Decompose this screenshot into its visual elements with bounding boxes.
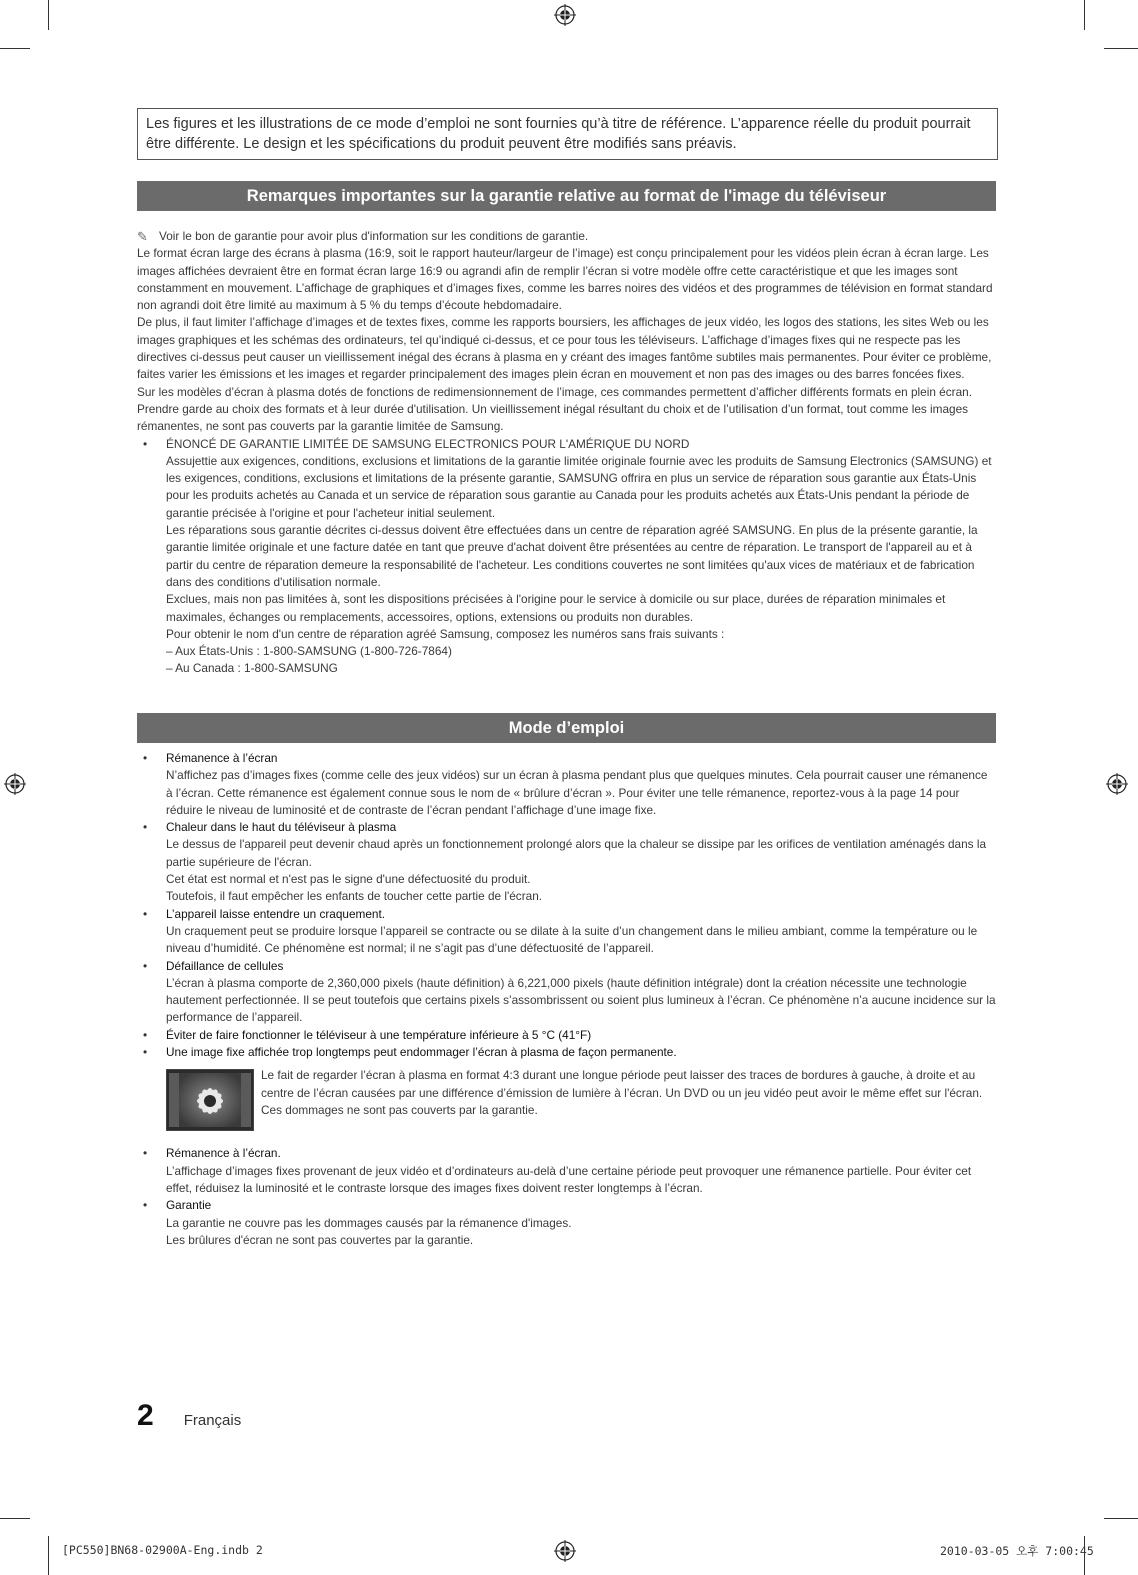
bullet-line: La garantie ne couvre pas les dommages causés par la rémanence d'images. (166, 1215, 572, 1230)
section-header-usage: Mode d’emploi (137, 713, 996, 743)
burn-in-illustration-row (166, 1067, 997, 1131)
bullet-line: Les réparations sous garantie décrites ci-dessus doivent être effectuées dans un centre de réparation agréé SAMSUNG. En plus de la présente garantie, la garantie limitée originale et une facture datée en tant que preuve d'achat doivent être présentées au centre de réparation. Le transport de l'appareil au et à partir du centre de réparation demeure la responsabilité de l'acheteur. Les conditions couvertes ne sont limitées qu'aux vices de matériaux et de fabrication dans des conditions d'utilisation normale. (166, 523, 978, 589)
bullet-line: L’écran à plasma comporte de 2,360,000 pixels (haute définition) à 6,221,000 pixels (haute définition intégrale) dont la création nécessite une technologie hautement perfectionnée. Il se peut toutefois que certains pixels s’assombrissent ou soient plus lumineux à l’écran. Ce phénomène n’a aucune incidence sur la performance de l’appareil. (166, 975, 996, 1025)
page-number: 2 (137, 1399, 154, 1432)
usage-bullet-list (137, 750, 997, 1061)
bullet-line: – Aux États-Unis : 1-800-SAMSUNG (1-800-726-7864) (166, 644, 452, 659)
usage-section-body (137, 750, 997, 1249)
bullet-title: • Éviter de faire fonctionner le téléviseur à une température inférieure à 5 °C (41°F) (166, 1027, 592, 1042)
bullet-line: Pour obtenir le nom d'un centre de réparation agréé Samsung, composez les numéros sans frais suivants : (166, 626, 725, 641)
crop-mark (1104, 1518, 1138, 1519)
crop-mark (0, 48, 30, 49)
registration-mark-icon (1106, 773, 1128, 795)
bullet-line: Toutefois, il faut empêcher les enfants de toucher cette partie de l'écran. (166, 889, 543, 904)
registration-mark-icon (554, 1540, 576, 1562)
crop-mark (48, 0, 49, 30)
bullet-title: • Une image fixe affichée trop longtemps peut endommager l’écran à plasma de façon permanente. (166, 1045, 677, 1060)
bullet-line: L’affichage d’images fixes provenant de jeux vidéo et d’ordinateurs au-delà d’une certaine période peut provoquer une rémanence partielle. Pour éviter cet effet, réduisez la luminosité et le contraste lorsque des images fixes doivent rester longtemps à l’écran. (166, 1163, 972, 1195)
crop-mark (48, 1536, 49, 1575)
section-header-warranty: Remarques importantes sur la garantie relative au format de l'image du téléviseur (137, 181, 996, 211)
crop-mark (1104, 48, 1138, 49)
warranty-paragraph: De plus, il faut limiter l’affichage d’images et de textes fixes, comme les rapports boursiers, les affichages de jeux vidéo, les logos des stations, les sites Web ou les images graphiques et les schémas des ordinateurs, tel qu’indiqué ci-dessus, et ce pour tous les téléviseurs. L’affichage d’images fixes qui ne respecte pas les directives ci-dessus peut causer un vieillissement inégal des écrans à plasma en y créant des images fantôme subtiles mais permanentes. Pour éviter ce problème, faites varier les émissions et les images et regarder principalement des images plein écran en mouvement et non pas des images ou des barres foncées fixes. (137, 315, 992, 382)
bullet-title: • ÉNONCÉ DE GARANTIE LIMITÉE DE SAMSUNG ELECTRONICS POUR L'AMÉRIQUE DU NORD (166, 436, 690, 451)
warranty-note: Voir le bon de garantie pour avoir plus d'information sur les conditions de garantie. (159, 229, 589, 243)
crop-mark (1084, 0, 1085, 30)
list-item (137, 1145, 997, 1197)
pencil-note-icon: ✎ (137, 229, 148, 244)
bullet-line: N’affichez pas d’images fixes (comme celle des jeux vidéos) sur un écran à plasma pendant plus que quelques minutes. Cela pourrait causer une rémanence à l’écran. Cette rémanence est également connue sous le nom de « brûlure d’écran ». Pour éviter une telle rémanence, reportez-vous à la page 14 pour réduire le niveau de luminosité et de contraste de l’écran pendant l’affichage d’une image fixe. (166, 768, 988, 817)
warranty-bullet-list (137, 436, 997, 678)
bullet-title: • L’appareil laisse entendre un craquement. (166, 906, 386, 921)
list-item (137, 1044, 997, 1061)
print-slug-datetime: 2010-03-05 오후 7:00:45 (940, 1544, 1094, 1558)
list-item (137, 906, 997, 958)
warranty-section-body (137, 228, 997, 678)
page-language: Français (183, 1412, 242, 1429)
bullet-title: • Rémanence à l’écran. (166, 1146, 281, 1161)
list-item (137, 1197, 997, 1249)
bullet-line: Le dessus de l'appareil peut devenir chaud après un fonctionnement prolongé alors que la chaleur se dissipe par les orifices de ventilation aménagés dans la partie supérieure de l'écran. (166, 837, 987, 869)
warranty-paragraph: Sur les modèles d’écran à plasma dotés de fonctions de redimensionnement de l’image, ces commandes permettent d’afficher différents formats en plein écran. Prendre garde au choix des formats et à leur durée d'utilisation. Un vieillissement inégal résultant du choix et de l’utilisation d’un format, tout comme les images rémanentes, ne sont pas couverts par la garantie limitée de Samsung. (137, 384, 972, 434)
bullet-title: • Garantie (166, 1198, 212, 1213)
print-slug-file: [PC550]BN68-02900A-Eng.indb 2 (62, 1543, 263, 1557)
burn-in-line: Le fait de regarder l’écran à plasma en format 4:3 durant une longue période peut laisser des traces de bordures à gauche, à droite et au centre de l’écran causées par une différence d’émission de lumière à l’écran. Un DVD ou un jeu vidéo peut avoir le même effet sur l'écran. (261, 1068, 983, 1100)
registration-mark-icon (554, 4, 576, 26)
bullet-title: • Chaleur dans le haut du téléviseur à plasma (166, 820, 397, 835)
burn-in-line: Ces dommages ne sont pas couverts par la garantie. (261, 1102, 538, 1117)
bullet-line: Cet état est normal et n'est pas le signe d'une défectuosité du produit. (166, 872, 531, 887)
list-item (137, 1027, 997, 1044)
disclaimer-notice: Les figures et les illustrations de ce mode d’emploi ne sont fournies qu’à titre de référence. L’apparence réelle du produit pourrait être différente. Le design et les spécifications du produit peuvent être modifiés sans préavis. (137, 108, 998, 160)
list-item (137, 436, 997, 678)
page-footer (137, 1399, 241, 1433)
usage-bullet-list-continued (137, 1145, 997, 1249)
crop-mark (0, 1518, 30, 1519)
warranty-paragraph: Le format écran large des écrans à plasma (16:9, soit le rapport hauteur/largeur de l’image) est conçu principalement pour les vidéos plein écran à écran large. Les images affichées devraient être en format écran large 16:9 ou agrandi afin de remplir l’écran si votre modèle offre cette caractéristique et que les images sont constamment en mouvement. L’affichage de graphiques et d’images fixes, comme les barres noires des vidéos et des programmes de télévision en format standard non agrandi doit être limité au maximum à 5 % du temps d’écoute hebdomadaire. (137, 246, 993, 313)
burn-in-note (261, 1067, 997, 1131)
bullet-line: Les brûlures d'écran ne sont pas couvertes par la garantie. (166, 1232, 474, 1247)
registration-mark-icon (4, 773, 26, 795)
list-item (137, 958, 997, 1027)
bullet-line: – Au Canada : 1-800-SAMSUNG (166, 661, 338, 676)
note-line (137, 228, 997, 245)
list-item (137, 750, 997, 819)
bullet-line: Un craquement peut se produire lorsque l’appareil se contracte ou se dilate à la suite d’un changement dans le milieu ambiant, comme la température ou le niveau d’humidité. Ce phénomène est normal; il ne s’agit pas d’une défectuosité de l’appareil. (166, 923, 978, 956)
bullet-line: Exclues, mais non pas limitées à, sont les dispositions précisées à l'origine pour le service à domicile ou sur place, durées de réparation minimales et maximales, échanges ou remplacements, accessoires, options, extensions ou produits non durables. (166, 592, 946, 624)
bullet-title: • Défaillance de cellules (166, 958, 284, 973)
tv-flower-burn-in-icon (166, 1069, 254, 1131)
list-item (137, 819, 997, 905)
bullet-line: Assujettie aux exigences, conditions, exclusions et limitations de la garantie limitée originale fournie avec les produits de Samsung Electronics (SAMSUNG) et les exigences, conditions, exclusions et limitations de la présente garantie, SAMSUNG offrira en plus un service de réparation sous garantie aux États-Unis pour les produits achetés au Canada et un service de réparation sous garantie au Canada pour les produits achetés aux États-Unis pendant la période de garantie précisée à l'origine et pour l'acheteur initial seulement. (166, 453, 992, 520)
bullet-title: • Rémanence à l’écran (166, 751, 278, 765)
